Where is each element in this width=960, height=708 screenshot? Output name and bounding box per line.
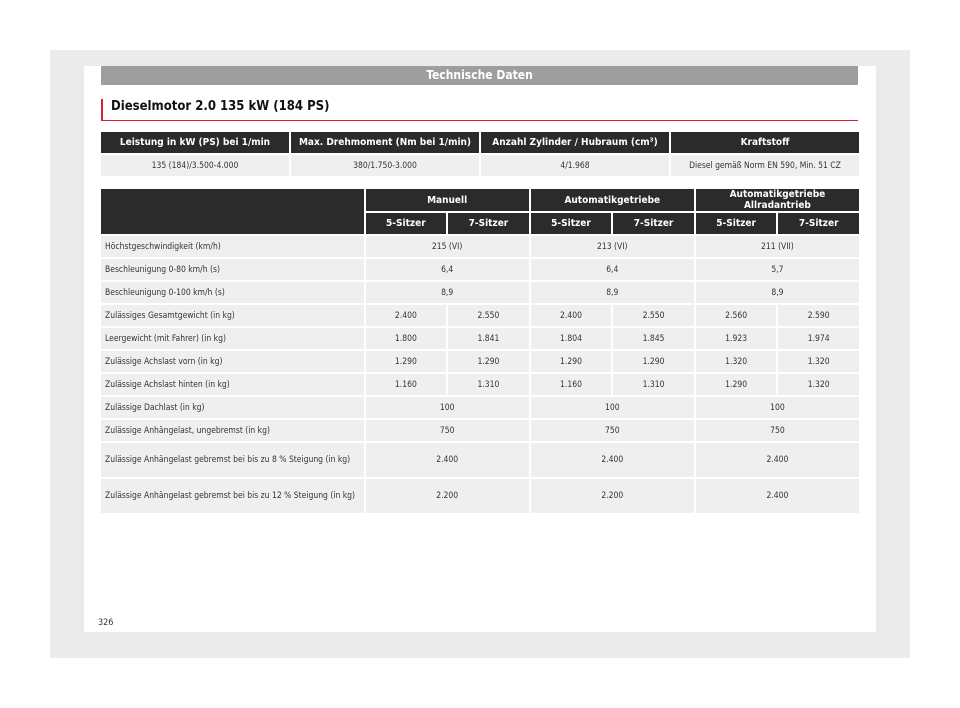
- cell-value: 2.400: [366, 305, 447, 326]
- cell-value: 2.400: [531, 443, 694, 477]
- cell-value: 2.400: [696, 479, 859, 513]
- cell-value: 1.974: [778, 328, 859, 349]
- cell-value: 2.400: [366, 443, 529, 477]
- header-fuel: Kraftstoff: [671, 132, 859, 153]
- cell-value: 1.320: [778, 351, 859, 372]
- cell-value: 100: [531, 397, 694, 418]
- value-fuel: Diesel gemäß Norm EN 590, Min. 51 CZ: [671, 155, 859, 176]
- cell-value: 2.590: [778, 305, 859, 326]
- cell-value: 2.200: [366, 479, 529, 513]
- seat-header: 5-Sitzer: [696, 213, 777, 234]
- cell-value: 1.804: [531, 328, 612, 349]
- cell-value: 211 (VII): [696, 236, 859, 257]
- cell-value: 5,7: [696, 259, 859, 280]
- table-row: [101, 479, 859, 513]
- seat-header: 7-Sitzer: [613, 213, 694, 234]
- table-row: [101, 328, 859, 349]
- cell-value: 750: [531, 420, 694, 441]
- engine-specs-header-row: [101, 132, 859, 153]
- value-torque: 380/1.750-3.000: [291, 155, 479, 176]
- engine-specs-row: [101, 155, 859, 176]
- row-label: Höchstgeschwindigkeit (km/h): [101, 236, 364, 257]
- cell-value: 1.290: [613, 351, 694, 372]
- row-label: Zulässiges Gesamtgewicht (in kg): [101, 305, 364, 326]
- table-row: [101, 397, 859, 418]
- header-power: Leistung in kW (PS) bei 1/min: [101, 132, 289, 153]
- cell-value: 1.310: [613, 374, 694, 395]
- header-corner: [101, 189, 364, 234]
- row-label: Zulässige Anhängelast, ungebremst (in kg): [101, 420, 364, 441]
- cell-value: 213 (VI): [531, 236, 694, 257]
- page-number: 326: [98, 618, 114, 628]
- row-label: Zulässige Anhängelast gebremst bei bis zu 12 % Steigung (in kg): [101, 479, 364, 513]
- table-row: [101, 351, 859, 372]
- chapter-header: Technische Daten: [101, 66, 858, 85]
- header-torque: Max. Drehmoment (Nm bei 1/min): [291, 132, 479, 153]
- cell-value: 1.290: [531, 351, 612, 372]
- group-automatik: Automatikgetriebe: [531, 189, 694, 211]
- cell-value: 1.310: [448, 374, 529, 395]
- engine-specs-table: [99, 130, 861, 178]
- cell-value: 8,9: [366, 282, 529, 303]
- cell-value: 1.841: [448, 328, 529, 349]
- cell-value: 1.290: [696, 374, 777, 395]
- table-row: [101, 443, 859, 477]
- seat-header: 5-Sitzer: [366, 213, 447, 234]
- table-row: [101, 420, 859, 441]
- cell-value: 1.290: [366, 351, 447, 372]
- cell-value: 8,9: [531, 282, 694, 303]
- row-label: Zulässige Dachlast (in kg): [101, 397, 364, 418]
- seat-header: 5-Sitzer: [531, 213, 612, 234]
- cell-value: 6,4: [366, 259, 529, 280]
- cell-value: 1.923: [696, 328, 777, 349]
- row-label: Beschleunigung 0-80 km/h (s): [101, 259, 364, 280]
- cell-value: 100: [696, 397, 859, 418]
- cell-value: 2.200: [531, 479, 694, 513]
- row-label: Beschleunigung 0-100 km/h (s): [101, 282, 364, 303]
- row-label: Leergewicht (mit Fahrer) (in kg): [101, 328, 364, 349]
- cell-value: 2.400: [531, 305, 612, 326]
- table-row: [101, 282, 859, 303]
- table-row: [101, 305, 859, 326]
- cell-value: 8,9: [696, 282, 859, 303]
- group-header-row: [101, 189, 859, 211]
- cell-value: 1.290: [448, 351, 529, 372]
- cell-value: 215 (VI): [366, 236, 529, 257]
- group-manuell: Manuell: [366, 189, 529, 211]
- section-title: Dieselmotor 2.0 135 kW (184 PS): [101, 99, 858, 121]
- table-row: [101, 236, 859, 257]
- row-label: Zulässige Achslast hinten (in kg): [101, 374, 364, 395]
- performance-weights-table: [99, 187, 861, 515]
- cell-value: 1.800: [366, 328, 447, 349]
- cell-value: 750: [366, 420, 529, 441]
- header-cylinders: Anzahl Zylinder / Hubraum (cm³): [481, 132, 669, 153]
- table-row: [101, 374, 859, 395]
- row-label: Zulässige Anhängelast gebremst bei bis zu 8 % Steigung (in kg): [101, 443, 364, 477]
- value-power: 135 (184)/3.500-4.000: [101, 155, 289, 176]
- cell-value: 2.550: [448, 305, 529, 326]
- cell-value: 1.160: [531, 374, 612, 395]
- cell-value: 750: [696, 420, 859, 441]
- cell-value: 1.320: [696, 351, 777, 372]
- cell-value: 1.160: [366, 374, 447, 395]
- group-allrad: Automatikgetriebe Allradantrieb: [696, 189, 859, 211]
- cell-value: 6,4: [531, 259, 694, 280]
- row-label: Zulässige Achslast vorn (in kg): [101, 351, 364, 372]
- cell-value: 2.400: [696, 443, 859, 477]
- seat-header: 7-Sitzer: [778, 213, 859, 234]
- cell-value: 2.560: [696, 305, 777, 326]
- table-row: [101, 259, 859, 280]
- cell-value: 2.550: [613, 305, 694, 326]
- seat-header: 7-Sitzer: [448, 213, 529, 234]
- cell-value: 100: [366, 397, 529, 418]
- cell-value: 1.320: [778, 374, 859, 395]
- cell-value: 1.845: [613, 328, 694, 349]
- value-cylinders: 4/1.968: [481, 155, 669, 176]
